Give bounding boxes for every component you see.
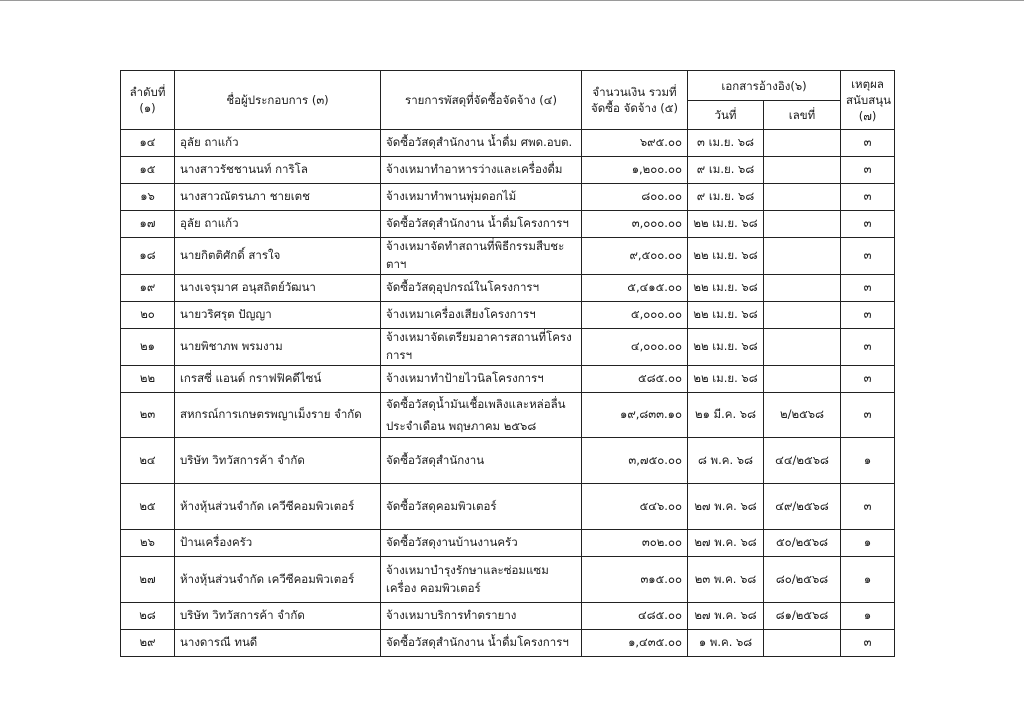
row-items: จัดซื้อวัสดุงานบ้านงานครัว xyxy=(381,530,582,557)
row-items: จ้างเหมาเครื่องเสียงโครงการฯ xyxy=(381,302,582,329)
row-items: จัดซื้อวัสดุคอมพิวเตอร์ xyxy=(381,484,582,530)
row-amount: ๕,๔๑๕.๐๐ xyxy=(582,275,688,302)
row-name: อุลัย ถาแก้ว xyxy=(175,211,381,238)
row-items: จ้างเหมาทำพานพุ่มดอกไม้ xyxy=(381,184,582,211)
table-row xyxy=(121,438,895,484)
row-items: จ้างเหมาจัดเตรียมอาคารสถานที่โครงการฯ xyxy=(381,329,582,366)
row-no: ๒๐ xyxy=(121,302,175,329)
row-no: ๒๒ xyxy=(121,366,175,393)
row-no: ๑๖ xyxy=(121,184,175,211)
procurement-table xyxy=(120,70,895,657)
row-name: บริษัท วิทวัสการค้า จำกัด xyxy=(175,438,381,484)
row-name: ห้างหุ้นส่วนจำกัด เควีซีคอมพิวเตอร์ xyxy=(175,484,381,530)
row-items: จ้างเหมาบำรุงรักษาและซ่อมแซมเครื่อง คอมพิวเตอร์ xyxy=(381,557,582,603)
row-amount: ๕๔๖.๐๐ xyxy=(582,484,688,530)
row-date: ๙ เม.ย. ๖๘ xyxy=(688,157,764,184)
row-name: นายกิตติศักดิ์ สารใจ xyxy=(175,238,381,275)
row-doc-no xyxy=(764,630,841,657)
header-doc-no: เลขที่ xyxy=(764,101,841,130)
row-no: ๒๗ xyxy=(121,557,175,603)
header-date: วันที่ xyxy=(688,101,764,130)
row-date: ๒๑ มี.ค. ๖๘ xyxy=(688,393,764,438)
header-reference: เอกสารอ้างอิง(๖) xyxy=(688,71,841,101)
row-date: ๒๒ เม.ย. ๖๘ xyxy=(688,238,764,275)
row-reason: ๑ xyxy=(841,438,895,484)
row-amount: ๘๐๐.๐๐ xyxy=(582,184,688,211)
header-amount: จำนวนเงิน รวมที่จัดซื้อ จัดจ้าง (๕) xyxy=(582,71,688,130)
row-doc-no: ๕๐/๒๕๖๘ xyxy=(764,530,841,557)
row-reason: ๓ xyxy=(841,157,895,184)
row-items: จ้างเหมาทำป้ายไวนิลโครงการฯ xyxy=(381,366,582,393)
row-amount: ๓๑๕.๐๐ xyxy=(582,557,688,603)
row-date: ๙ เม.ย. ๖๘ xyxy=(688,184,764,211)
table-body xyxy=(121,130,895,657)
row-reason: ๓ xyxy=(841,393,895,438)
row-amount: ๔๘๕.๐๐ xyxy=(582,603,688,630)
table-row xyxy=(121,157,895,184)
row-date: ๒๓ พ.ค. ๖๘ xyxy=(688,557,764,603)
table-row xyxy=(121,557,895,603)
row-name: ห้างหุ้นส่วนจำกัด เควีซีคอมพิวเตอร์ xyxy=(175,557,381,603)
row-items: จัดซื้อวัสดุสำนักงาน น้ำดื่มโครงการฯ xyxy=(381,630,582,657)
row-reason: ๓ xyxy=(841,130,895,157)
row-items: จ้างเหมาทำอาหารว่างและเครื่องดื่ม xyxy=(381,157,582,184)
row-date: ๒๗ พ.ค. ๖๘ xyxy=(688,603,764,630)
row-amount: ๓๐๒.๐๐ xyxy=(582,530,688,557)
header-no: ลำดับที่ (๑) xyxy=(121,71,175,130)
row-doc-no xyxy=(764,275,841,302)
table-row xyxy=(121,366,895,393)
row-date: ๒๗ พ.ค. ๖๘ xyxy=(688,484,764,530)
row-no: ๑๘ xyxy=(121,238,175,275)
row-date: ๒๒ เม.ย. ๖๘ xyxy=(688,275,764,302)
row-date: ๓ เม.ย. ๖๘ xyxy=(688,130,764,157)
row-reason: ๓ xyxy=(841,329,895,366)
row-name: สหกรณ์การเกษตรพญาเม็งราย จำกัด xyxy=(175,393,381,438)
row-date: ๒๒ เม.ย. ๖๘ xyxy=(688,302,764,329)
row-no: ๒๙ xyxy=(121,630,175,657)
table-row xyxy=(121,238,895,275)
table-row xyxy=(121,630,895,657)
row-name: ป้านเครื่องครัว xyxy=(175,530,381,557)
row-doc-no xyxy=(764,302,841,329)
row-doc-no: ๒/๒๕๖๘ xyxy=(764,393,841,438)
table-row xyxy=(121,130,895,157)
row-reason: ๑ xyxy=(841,557,895,603)
row-amount: ๕,๐๐๐.๐๐ xyxy=(582,302,688,329)
row-amount: ๓,๐๐๐.๐๐ xyxy=(582,211,688,238)
row-no: ๒๓ xyxy=(121,393,175,438)
row-reason: ๓ xyxy=(841,302,895,329)
row-doc-no xyxy=(764,366,841,393)
row-name: บริษัท วิทวัสการค้า จำกัด xyxy=(175,603,381,630)
row-doc-no xyxy=(764,211,841,238)
row-items: จัดซื้อวัสดุน้ำมันเชื้อเพลิงและหล่อลื่น ประจำเดือน พฤษภาคม ๒๕๖๘ xyxy=(381,393,582,438)
row-amount: ๔,๐๐๐.๐๐ xyxy=(582,329,688,366)
row-amount: ๙,๕๐๐.๐๐ xyxy=(582,238,688,275)
row-name: นายพิชาภพ พรมงาม xyxy=(175,329,381,366)
row-name: นางสาวณัตรนภา ชายเตช xyxy=(175,184,381,211)
table-row xyxy=(121,530,895,557)
row-name: นางสาวรัชชานนท์ การิโล xyxy=(175,157,381,184)
row-date: ๒๗ พ.ค. ๖๘ xyxy=(688,530,764,557)
row-no: ๒๑ xyxy=(121,329,175,366)
row-items: จัดซื้อวัสดุสำนักงาน xyxy=(381,438,582,484)
row-reason: ๑ xyxy=(841,603,895,630)
row-name: อุลัย ถาแก้ว xyxy=(175,130,381,157)
row-items: จัดซื้อวัสดุสำนักงาน น้ำดื่ม ศพด.อบต. xyxy=(381,130,582,157)
row-name: เกรสซี่ แอนด์ กราฟฟิคดีไซน์ xyxy=(175,366,381,393)
row-items: จ้างเหมาบริการทำตรายาง xyxy=(381,603,582,630)
row-doc-no: ๘๐/๒๕๖๘ xyxy=(764,557,841,603)
row-doc-no xyxy=(764,329,841,366)
row-reason: ๑ xyxy=(841,530,895,557)
row-items: จัดซื้อวัสดุสำนักงาน น้ำดื่มโครงการฯ xyxy=(381,211,582,238)
row-no: ๑๕ xyxy=(121,157,175,184)
row-no: ๑๙ xyxy=(121,275,175,302)
row-amount: ๕๘๕.๐๐ xyxy=(582,366,688,393)
row-no: ๑๔ xyxy=(121,130,175,157)
row-reason: ๓ xyxy=(841,484,895,530)
table-row xyxy=(121,302,895,329)
row-amount: ๑,๔๓๕.๐๐ xyxy=(582,630,688,657)
table-row xyxy=(121,329,895,366)
row-reason: ๓ xyxy=(841,630,895,657)
row-items: จ้างเหมาจัดทำสถานที่พิธีกรรมสืบชะตาฯ xyxy=(381,238,582,275)
row-doc-no: ๔๔/๒๕๖๘ xyxy=(764,438,841,484)
row-amount: ๖๙๕.๐๐ xyxy=(582,130,688,157)
row-items: จัดซื้อวัสดุอุปกรณ์ในโครงการฯ xyxy=(381,275,582,302)
row-date: ๑ พ.ค. ๖๘ xyxy=(688,630,764,657)
row-reason: ๓ xyxy=(841,366,895,393)
row-doc-no xyxy=(764,130,841,157)
row-doc-no: ๔๙/๒๕๖๘ xyxy=(764,484,841,530)
header-reason: เหตุผล สนับสนุน (๗) xyxy=(841,71,895,130)
row-reason: ๓ xyxy=(841,275,895,302)
row-no: ๒๕ xyxy=(121,484,175,530)
table-row xyxy=(121,393,895,438)
row-date: ๘ พ.ค. ๖๘ xyxy=(688,438,764,484)
row-no: ๒๖ xyxy=(121,530,175,557)
table-row xyxy=(121,275,895,302)
row-reason: ๓ xyxy=(841,211,895,238)
table-row xyxy=(121,484,895,530)
row-doc-no xyxy=(764,157,841,184)
table-row xyxy=(121,184,895,211)
row-date: ๒๒ เม.ย. ๖๘ xyxy=(688,366,764,393)
row-no: ๒๘ xyxy=(121,603,175,630)
row-doc-no xyxy=(764,184,841,211)
page-top-border xyxy=(0,0,1024,1)
table-row xyxy=(121,211,895,238)
row-amount: ๓,๗๕๐.๐๐ xyxy=(582,438,688,484)
row-name: นางเจรุมาศ อนุสถิตย์วัฒนา xyxy=(175,275,381,302)
row-reason: ๓ xyxy=(841,184,895,211)
row-date: ๒๒ เม.ย. ๖๘ xyxy=(688,211,764,238)
row-no: ๒๔ xyxy=(121,438,175,484)
row-doc-no xyxy=(764,238,841,275)
row-date: ๒๒ เม.ย. ๖๘ xyxy=(688,329,764,366)
row-no: ๑๗ xyxy=(121,211,175,238)
table-row xyxy=(121,603,895,630)
row-name: นายวริศรุต ปัญญา xyxy=(175,302,381,329)
row-reason: ๓ xyxy=(841,238,895,275)
row-name: นางดารณี ทนดี xyxy=(175,630,381,657)
row-amount: ๑,๒๐๐.๐๐ xyxy=(582,157,688,184)
row-amount: ๑๙,๘๓๓.๑๐ xyxy=(582,393,688,438)
header-items: รายการพัสดุที่จัดซื้อจัดจ้าง (๔) xyxy=(381,71,582,130)
row-doc-no: ๘๑/๒๕๖๘ xyxy=(764,603,841,630)
header-name: ชื่อผู้ประกอบการ (๓) xyxy=(175,71,381,130)
